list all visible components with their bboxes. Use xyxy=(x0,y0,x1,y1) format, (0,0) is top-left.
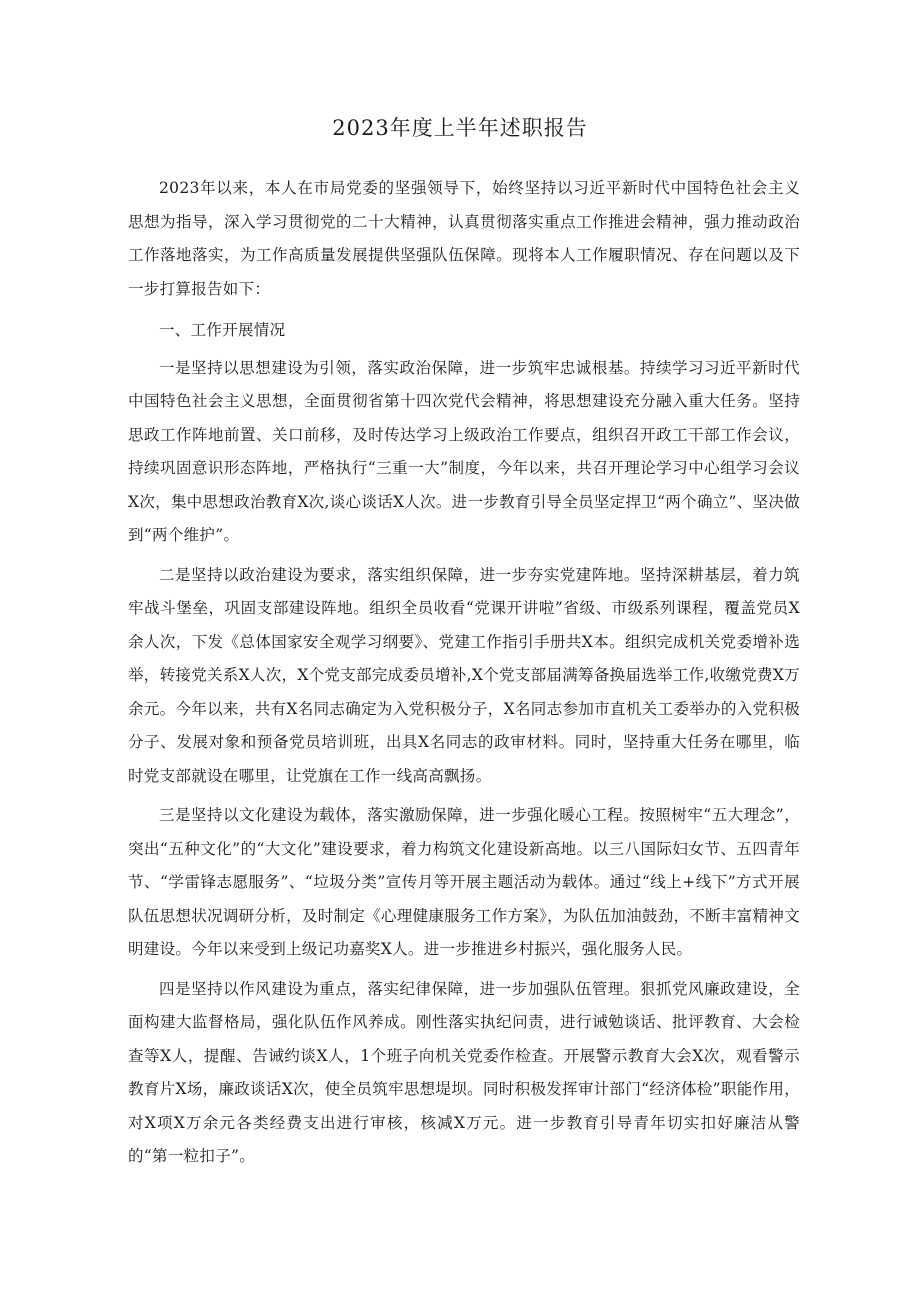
document-title: 2023年度上半年述职报告 xyxy=(332,116,588,140)
paragraph-3: 三是坚持以文化建设为载体，落实激励保障，进一步强化暖心工程。按照树牢“五大理念”，突出“五种文化”的“大文化”建设要求，着力构筑文化建设新高地。以三八国际妇女节、五四青年节、“学雷锋志愿服务”、“垃圾分类”宣传月等开展主题活动为载体。通过“线上+线下”方式开展队伍思想状况调研分析，及时制定《心理健康服务工作方案》，为队伍加油鼓劲，不断丰富精神文明建设。今年以来受到上级记功嘉奖X人。进一步推进乡村振兴，强化服务人民。 xyxy=(128,806,800,958)
paragraph-4: 四是坚持以作风建设为重点，落实纪律保障，进一步加强队伍管理。狠抓党风廉政建设，全面构建大监督格局，强化队伍作风养成。刚性落实执纪问责，进行诫勉谈话、批评教育、大会检查等X人，提醒、告诫约谈X人，1个班子向机关党委作检查。开展警示教育大会X次，观看警示教育片X场，廉政谈话X次，使全员筑牢思想堤坝。同时积极发挥审计部门“经济体检”职能作用，对X项X万余元各类经费支出进行审核，核减X万元。进一步教育引导青年切实扣好廉洁从警的“第一粒扣子”。 xyxy=(128,979,800,1165)
intro-paragraph: 2023年以来，本人在市局党委的坚强领导下，始终坚持以习近平新时代中国特色社会主义思想为指导，深入学习贯彻党的二十大精神，认真贯彻落实重点工作推进会精神，强力推动政治工作落地落实，为工作高质量发展提供坚强队伍保障。现将本人工作履职情况、存在问题以及下一步打算报告如下： xyxy=(128,179,800,298)
document-body xyxy=(128,172,800,1174)
paragraph-2: 二是坚持以政治建设为要求，落实组织保障，进一步夯实党建阵地。坚持深耕基层，着力筑牢战斗堡垒，巩固支部建设阵地。组织全员收看“党课开讲啦”省级、市级系列课程，覆盖党员X余人次，下发《总体国家安全观学习纲要》、党建工作指引手册共X本。组织完成机关党委增补选举，转接党关系X人次，X个党支部完成委员增补,X个党支部届满筹备换届选举工作,收缴党费X万余元。今年以来，共有X名同志确定为入党积极分子，X名同志参加市直机关工委举办的入党积极分子、发展对象和预备党员培训班，出具X名同志的政审材料。同时，坚持重大任务在哪里，临时党支部就设在哪里，让党旗在工作一线高高飘扬。 xyxy=(128,565,800,785)
paragraph-1: 一是坚持以思想建设为引领，落实政治保障，进一步筑牢忠诚根基。持续学习习近平新时代中国特色社会主义思想，全面贯彻省第十四次党代会精神，将思想建设充分融入重大任务。坚持思政工作阵地前置、关口前移，及时传达学习上级政治工作要点，组织召开政工干部工作会议，持续巩固意识形态阵地，严格执行“三重一大”制度，今年以来，共召开理论学习中心组学习会议X次，集中思想政治教育X次,谈心谈话X人次。进一步教育引导全员坚定捍卫“两个确立”、坚决做到“两个维护”。 xyxy=(128,358,800,544)
section-heading: 一、工作开展情况 xyxy=(159,321,286,339)
